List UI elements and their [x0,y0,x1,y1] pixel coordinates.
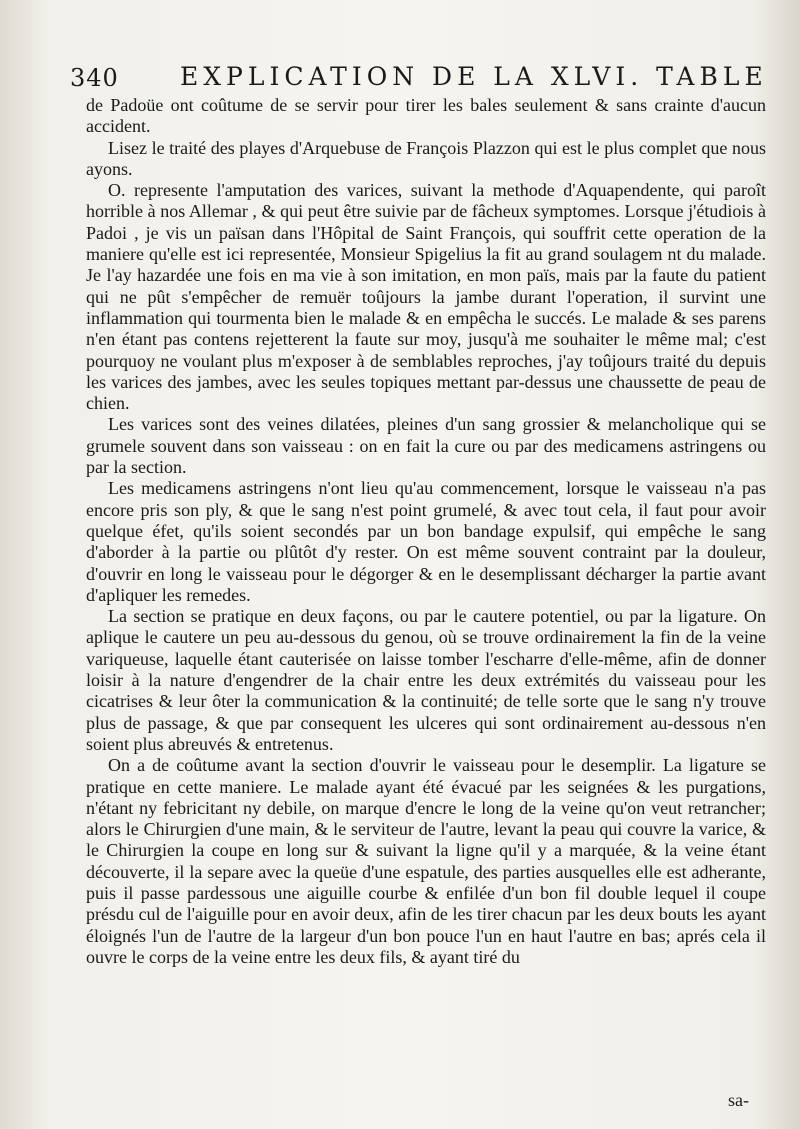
running-title: EXPLICATION DE LA XLVI. TABLE [180,62,768,91]
catchword: sa- [728,1090,749,1110]
paragraph: O. represente l'amputation des varices, suivant la methode d'Aquapendente, qui paroît horrible à nos Allemar , & qui peut être suivie par de fâcheux symptomes. Lorsque j'étudiois à Padoi , je vis un païsan dans l'Hôpital de Saint François, qui souffrit cette operation de la maniere qu'elle est ici representée, Monsieur Spigelius la fit au grand soulagem nt du malade. Je l'ay hazardée une fois en ma vie à son imitation, en mon païs, mais par la faute du patient qui ne pût s'empêcher de remuër toûjours la jambe durant l'operation, il survint une inflammation qui tourmenta bien le malade & en empêcha le succés. Le malade & ses parens n'en étant pas contens rejetterent la faute sur moy, jusqu'à me souhaiter le même mal; c'est pourquoy ne voulant plus m'exposer à de semblables reproches, j'ay toûjours traité du depuis les varices des jambes, avec les seules topiques mettant par-dessus une chaussette de peau de chien. [86,180,766,414]
paragraph: Les medicamens astringens n'ont lieu qu'au commencement, lorsque le vaisseau n'a pas encore pris son ply, & que le sang n'est point grumelé, & avec tout cela, il faut pour avoir quelque éfet, qu'ils soient secondés par un bon bandage expulsif, qui empêche le sang d'aborder à la partie ou plûtôt d'y rester. On est même souvent contraint par la douleur, d'ouvrir en long le vaisseau pour le dégorger & en le desemplissant décharger la partie avant d'apliquer les remedes. [86,478,766,605]
page-number: 340 [70,64,119,92]
body-text [86,95,766,968]
page-header [70,62,768,94]
paragraph: de Padoüe ont coûtume de se servir pour tirer les bales seulement & sans crainte d'aucun accident. [86,95,766,137]
paragraph: Les varices sont des veines dilatées, pleines d'un sang grossier & melancholique qui se grumele souvent dans son vaisseau : on en fait la cure ou par des medicamens astringens ou par la section. [86,414,766,478]
paragraph: La section se pratique en deux façons, ou par le cautere potentiel, ou par la ligature. On aplique le cautere un peu au-dessous du genou, où se trouve ordinairement la fin de la veine variqueuse, laquelle étant cauterisée on laisse tomber l'escharre d'elle-même, afin de donner loisir à la nature d'engendrer de la chair entre les deux extrémités du vaisseau pour les cicatrises & leur ôter la communication & la continuité; de telle sorte que le sang n'y trouve plus de passage, & que par consequent les ulceres qui sont ordinairement au-dessous n'en soient plus abreuvés & entretenus. [86,606,766,754]
paragraph: Lisez le traité des playes d'Arquebuse de François Plazzon qui est le plus complet que nous ayons. [86,137,766,179]
paragraph: On a de coûtume avant la section d'ouvrir le vaisseau pour le desemplir. La ligature se pratique en cette maniere. Le malade ayant été évacué par les seignées & les purgations, n'étant ny febricitant ny debile, on marque d'encre le long de la veine qu'on veut retrancher; alors le Chirurgien d'une main, & le serviteur de l'autre, levant la peau qui couvre la varice, & le Chirurgien la coupe en long sur & suivant la ligne qu'il y a marquée, & la veine étant découverte, il la separe avec la queüe d'une espatule, des parties ausquelles elle est adherante, puis il passe pardessous une aiguille courbe & enfilée d'un bon fil double lequel il coupe présdu cul de l'aiguille pour en avoir deux, afin de les tirer chacun par les deux bouts les ayant éloignés l'un de l'autre de la largeur d'un bon pouce l'un en haut l'autre en bas; aprés cela il ouvre le corps de la veine entre les deux fils, & ayant tiré du [86,755,766,967]
